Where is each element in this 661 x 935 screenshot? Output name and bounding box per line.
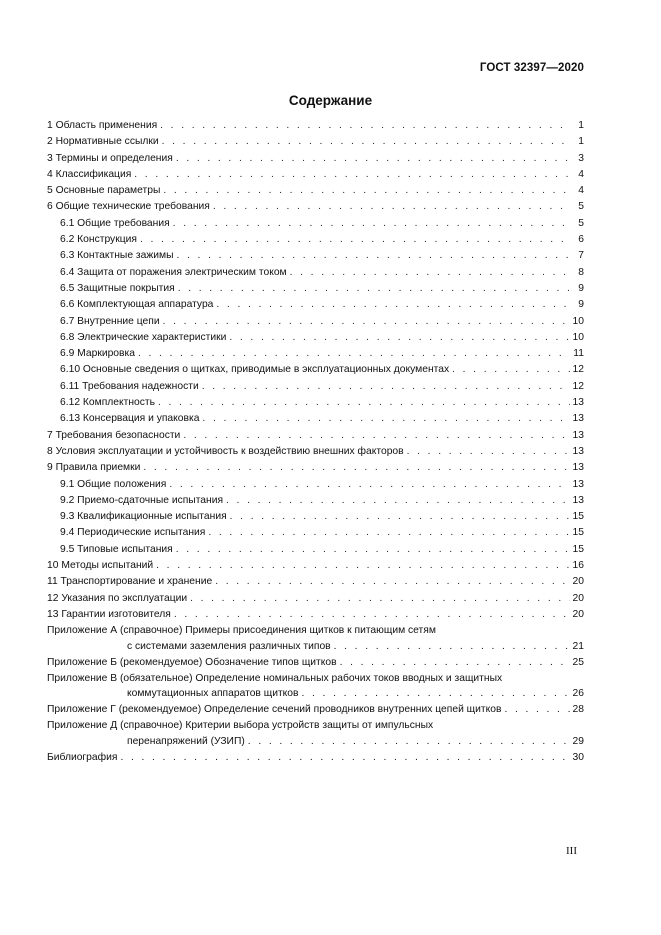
- dot-leader: [407, 444, 570, 460]
- dot-leader: [504, 702, 569, 718]
- dot-leader: [230, 509, 570, 525]
- dot-leader: [183, 428, 569, 444]
- toc-entry-page: 16: [572, 560, 584, 572]
- toc-entry-label: 13 Гарантии изготовителя: [47, 608, 171, 620]
- dot-leader: [163, 314, 570, 330]
- toc-entry[interactable]: [47, 607, 584, 623]
- toc-entry-label: 6.12 Комплектность: [60, 397, 155, 409]
- toc-entry-label: 5 Основные параметры: [47, 185, 161, 197]
- toc-entry[interactable]: [47, 216, 584, 232]
- toc-entry-page: 3: [578, 152, 584, 164]
- appendix-entry[interactable]: [47, 671, 584, 703]
- dot-leader: [202, 379, 570, 395]
- dot-leader: [138, 346, 570, 362]
- toc-entry-label: 6.5 Защитные покрытия: [60, 282, 175, 294]
- dot-leader: [158, 395, 570, 411]
- toc-entry-label: 9.3 Квалификационные испытания: [60, 511, 227, 523]
- dot-leader: [177, 248, 572, 264]
- toc-entry-page: 13: [572, 397, 584, 409]
- toc-entry-page: 20: [572, 576, 584, 588]
- toc-entry-label: 6.8 Электрические характеристики: [60, 331, 227, 343]
- toc-entry-label: 8 Условия эксплуатации и устойчивость к воздействию внешних факторов: [47, 445, 404, 457]
- toc-entry-page: 12: [572, 364, 584, 376]
- toc-entry[interactable]: [47, 297, 584, 313]
- appendix-entry[interactable]: [47, 655, 584, 671]
- toc-entry[interactable]: [47, 134, 584, 150]
- appendix-label: с системами заземления различных типов: [127, 640, 331, 652]
- toc-entry-page: 4: [578, 185, 584, 197]
- toc-entry-label: 9.2 Приемо-сдаточные испытания: [60, 494, 224, 506]
- toc-entry-page: 5: [578, 217, 584, 229]
- dot-leader: [229, 330, 569, 346]
- toc-entry-label: 6.13 Консервация и упаковка: [60, 413, 200, 425]
- toc-entry[interactable]: [47, 509, 584, 525]
- toc-entry-label: 9.1 Общие положения: [60, 478, 167, 490]
- toc-entry[interactable]: [47, 493, 584, 509]
- toc-entry[interactable]: [47, 362, 584, 378]
- appendix-entries: [47, 623, 584, 766]
- toc-title: Содержание: [288, 93, 373, 108]
- dot-leader: [174, 607, 570, 623]
- dot-leader: [143, 460, 569, 476]
- toc-entry-label: 6.7 Внутренние цепи: [60, 315, 160, 327]
- toc-entry-label: 7 Требования безопасности: [47, 429, 181, 441]
- appendix-entry[interactable]: [47, 702, 584, 718]
- dot-leader: [452, 362, 569, 378]
- appendix-page: 25: [572, 656, 584, 668]
- table-of-contents: [47, 118, 584, 766]
- toc-entry[interactable]: [47, 281, 584, 297]
- toc-entry-label: 6.2 Конструкция: [60, 234, 137, 246]
- appendix-title-line: Приложение В (обязательное) Определение номинальных рабочих токов вводных и защитных: [47, 672, 503, 684]
- toc-entry[interactable]: [47, 330, 584, 346]
- appendix-continuation-line: [47, 734, 584, 750]
- toc-entry-label: 9 Правила приемки: [47, 462, 141, 474]
- toc-entry-label: 6.6 Комплектующая аппаратура: [60, 299, 214, 311]
- toc-entry-page: 15: [572, 527, 584, 539]
- toc-entry-page: 13: [572, 413, 584, 425]
- dot-leader: [176, 542, 570, 558]
- toc-entry-page: 4: [578, 168, 584, 180]
- toc-entry[interactable]: [47, 183, 584, 199]
- dot-leader: [163, 183, 571, 199]
- toc-entry[interactable]: [47, 265, 584, 281]
- toc-entry-page: 13: [572, 462, 584, 474]
- toc-entry[interactable]: [47, 574, 584, 590]
- appendix-entry[interactable]: [47, 750, 584, 766]
- toc-entry[interactable]: [47, 248, 584, 264]
- dot-leader: [290, 265, 571, 281]
- dot-leader: [302, 686, 570, 702]
- appendix-entry[interactable]: [47, 623, 584, 655]
- appendix-continuation-line: [47, 655, 584, 671]
- toc-entry-label: 6 Общие технические требования: [47, 201, 210, 213]
- appendix-title-line: Приложение Д (справочное) Критерии выбора устройств защиты от импульсных: [47, 720, 434, 732]
- toc-entry-page: 1: [578, 136, 584, 148]
- toc-entry-label: 11 Транспортирование и хранение: [47, 576, 213, 588]
- dot-leader: [340, 655, 570, 671]
- toc-entry[interactable]: [47, 411, 584, 427]
- dot-leader: [134, 167, 571, 183]
- toc-entry-page: 11: [573, 348, 584, 360]
- toc-entry[interactable]: [47, 428, 584, 444]
- dot-leader: [248, 734, 570, 750]
- toc-entry-page: 13: [572, 494, 584, 506]
- dot-leader: [176, 151, 571, 167]
- toc-entry-label: 12 Указания по эксплуатации: [47, 592, 188, 604]
- toc-entry-label: 6.3 Контактные зажимы: [60, 250, 174, 262]
- toc-entry-label: 6.4 Защита от поражения электрическим током: [60, 266, 287, 278]
- toc-entry-label: 4 Классификация: [47, 168, 132, 180]
- dot-leader: [202, 411, 569, 427]
- dot-leader: [215, 574, 569, 590]
- dot-leader: [160, 118, 571, 134]
- dot-leader: [216, 297, 571, 313]
- toc-entry-label: 3 Термины и определения: [47, 152, 173, 164]
- toc-entry-label: 1 Область применения: [47, 120, 158, 131]
- dot-leader: [120, 750, 569, 766]
- toc-entry-page: 6: [578, 234, 584, 246]
- toc-entry[interactable]: [47, 525, 584, 541]
- dot-leader: [178, 281, 571, 297]
- toc-entry[interactable]: [47, 477, 584, 493]
- toc-entry[interactable]: [47, 460, 584, 476]
- toc-entry-page: 1: [578, 120, 584, 131]
- toc-entry[interactable]: [47, 314, 584, 330]
- toc-entry[interactable]: [47, 346, 584, 362]
- toc-entry[interactable]: [47, 591, 584, 607]
- appendix-continuation-line: [47, 750, 584, 766]
- appendix-title-line: Приложение А (справочное) Примеры присоединения щитков к питающим сетям: [47, 625, 436, 637]
- appendix-label: перенапряжений (УЗИП): [127, 735, 245, 747]
- toc-entry-page: 20: [572, 608, 584, 620]
- toc-entry[interactable]: [47, 232, 584, 248]
- appendix-page: 21: [572, 640, 584, 652]
- toc-entry-page: 7: [578, 250, 584, 262]
- appendix-continuation-line: [47, 686, 584, 702]
- appendix-continuation-line: [47, 639, 584, 655]
- toc-entry[interactable]: [47, 167, 584, 183]
- toc-entry-label: 6.9 Маркировка: [60, 348, 135, 360]
- toc-entry-page: 5: [578, 201, 584, 213]
- appendix-page: 26: [572, 688, 584, 700]
- standard-designation: ГОСТ 32397—2020: [479, 62, 584, 74]
- toc-entry-label: 6.11 Требования надежности: [60, 380, 199, 392]
- toc-entry-page: 12: [572, 380, 584, 392]
- toc-entry-page: 8: [578, 266, 584, 278]
- toc-entry-page: 15: [572, 511, 584, 523]
- appendix-label: Приложение Б (рекомендуемое) Обозначение типов щитков: [47, 656, 337, 668]
- appendix-page: 28: [572, 704, 584, 716]
- toc-entry-page: 20: [572, 592, 584, 604]
- toc-entries: [47, 118, 584, 623]
- toc-entry-page: 9: [578, 282, 584, 294]
- toc-entry[interactable]: [47, 395, 584, 411]
- dot-leader: [190, 591, 569, 607]
- dot-leader: [173, 216, 571, 232]
- dot-leader: [213, 199, 571, 215]
- dot-leader: [169, 477, 569, 493]
- dot-leader: [140, 232, 571, 248]
- appendix-entry[interactable]: [47, 718, 584, 750]
- appendix-continuation-line: [47, 702, 584, 718]
- toc-entry-page: 10: [572, 331, 584, 343]
- dot-leader: [226, 493, 570, 509]
- toc-entry[interactable]: [47, 151, 584, 167]
- toc-entry-page: 9: [578, 299, 584, 311]
- toc-entry[interactable]: [47, 118, 584, 134]
- dot-leader: [162, 134, 571, 150]
- appendix-label: Библиография: [47, 751, 118, 763]
- toc-entry[interactable]: [47, 558, 584, 574]
- dot-leader: [334, 639, 570, 655]
- toc-entry-page: 13: [572, 445, 584, 457]
- toc-entry[interactable]: [47, 542, 584, 558]
- toc-entry-page: 15: [572, 543, 584, 555]
- appendix-label: Приложение Г (рекомендуемое) Определение сечений проводников внутренних цепей щитков: [47, 704, 502, 716]
- dot-leader: [208, 525, 569, 541]
- toc-entry-page: 13: [572, 478, 584, 490]
- appendix-page: 29: [572, 735, 584, 747]
- toc-entry[interactable]: [47, 379, 584, 395]
- dot-leader: [156, 558, 569, 574]
- page-number: III: [566, 845, 577, 857]
- toc-entry-label: 10 Методы испытаний: [47, 560, 154, 572]
- toc-entry-page: 13: [572, 429, 584, 441]
- toc-entry[interactable]: [47, 199, 584, 215]
- toc-entry-label: 6.10 Основные сведения о щитках, приводимые в эксплуатационных документах: [60, 364, 450, 376]
- toc-entry-label: 9.5 Типовые испытания: [60, 543, 173, 555]
- toc-entry-label: 2 Нормативные ссылки: [47, 136, 159, 148]
- appendix-page: 30: [572, 751, 584, 763]
- toc-entry[interactable]: [47, 444, 584, 460]
- toc-entry-label: 6.1 Общие требования: [60, 217, 170, 229]
- appendix-label: коммутационных аппаратов щитков: [127, 688, 299, 700]
- toc-entry-page: 10: [572, 315, 584, 327]
- toc-entry-label: 9.4 Периодические испытания: [60, 527, 206, 539]
